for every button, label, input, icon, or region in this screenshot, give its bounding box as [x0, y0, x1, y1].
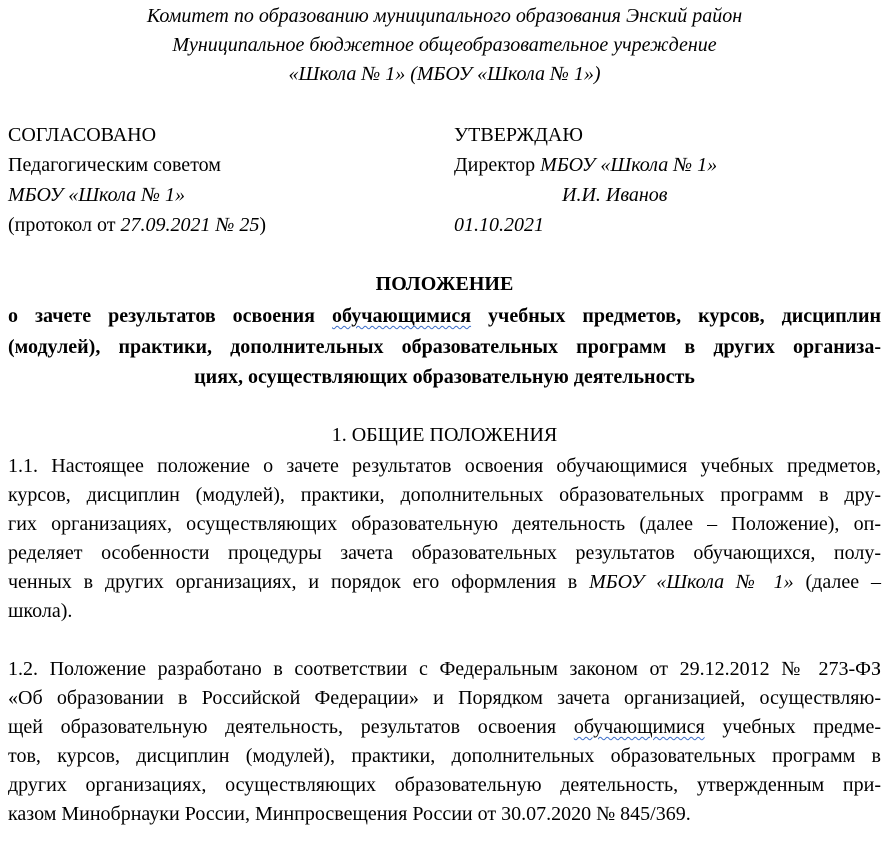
director-label: Директор — [454, 154, 541, 176]
approve-title: УТВЕРЖДАЮ — [454, 124, 583, 146]
p11-line-3: гих организациях, осуществляющих образовательную деятельность (далее – Положение), оп- — [8, 513, 881, 535]
p12-l3-spellcheck: обучающимися — [573, 716, 705, 738]
director-school: МБОУ «Школа № 1» — [540, 154, 718, 176]
p12-line-3 — [8, 713, 881, 741]
agreed-council: Педагогическим советом — [8, 154, 221, 176]
p11-line-2: курсов, дисциплин (модулей), практики, дополнительных образовательных программ в дру- — [8, 484, 881, 506]
doc-title-line-1 — [8, 302, 881, 330]
doc-heading: ПОЛОЖЕНИЕ — [375, 273, 514, 295]
p11-l5-c: (далее – — [793, 571, 882, 593]
doc-title-line-3: циях, осуществляющих образовательную деятельность — [194, 366, 695, 388]
agreed-school: МБОУ «Школа № 1» — [8, 184, 185, 206]
p12-line-4: тов, курсов, дисциплин (модулей), практики, дополнительных образовательных программ в — [8, 745, 881, 767]
p11-line-6: школа). — [8, 600, 73, 622]
p12-line-1: 1.2. Положение разработано в соответствии с Федеральным законом от 29.12.2012 № 273-ФЗ — [8, 658, 881, 680]
p11-line-1: 1.1. Настоящее положение о зачете результатов освоения обучающимися учебных предметов, — [8, 455, 881, 477]
agreed-protocol — [8, 211, 266, 239]
p12-l3-c: учебных предме- — [704, 716, 881, 738]
p11-line-4: ределяет особенности процедуры зачета образовательных результатов обучающихся, полу- — [8, 542, 881, 564]
approve-date: 01.10.2021 — [454, 214, 544, 236]
title-l1-spellcheck: обучающимися — [331, 305, 472, 327]
protocol-prefix: (протокол от — [8, 214, 121, 236]
agreed-title: СОГЛАСОВАНО — [8, 124, 157, 146]
p12-line-2: «Об образовании в Российской Федерации» и Порядком зачета организацией, осуществляю- — [8, 687, 881, 709]
title-l1-c: учебных предметов, курсов, дисциплин — [471, 305, 882, 327]
protocol-value: 27.09.2021 № 25 — [120, 214, 260, 236]
p12-line-5: других организациях, осуществляющих образовательную деятельность, утвержденным при- — [8, 774, 881, 796]
protocol-suffix: ) — [259, 214, 267, 236]
p12-line-6: казом Минобрнауки России, Минпросвещения России от 30.07.2020 № 845/369. — [8, 803, 691, 825]
p11-l5-school: МБОУ «Школа № 1» — [589, 571, 794, 593]
header-school: «Школа № 1» (МБОУ «Школа № 1») — [288, 63, 601, 85]
header-institution: Муниципальное бюджетное общеобразовательное учреждение — [172, 34, 717, 56]
section-heading: 1. ОБЩИЕ ПОЛОЖЕНИЯ — [331, 424, 558, 446]
p11-line-5 — [8, 568, 881, 596]
p12-l3-a: щей образовательную деятельность, результатов освоения — [8, 716, 574, 738]
doc-title-line-2: (модулей), практики, дополнительных образовательных программ в других организа- — [8, 336, 881, 358]
title-l1-a: о зачете результатов освоения — [8, 305, 332, 327]
director-name: И.И. Иванов — [562, 184, 668, 206]
approve-director — [454, 151, 717, 179]
header-committee: Комитет по образованию муниципального образования Энский район — [146, 5, 743, 27]
p11-l5-a: ченных в других организациях, и порядок его оформления в — [8, 571, 590, 593]
